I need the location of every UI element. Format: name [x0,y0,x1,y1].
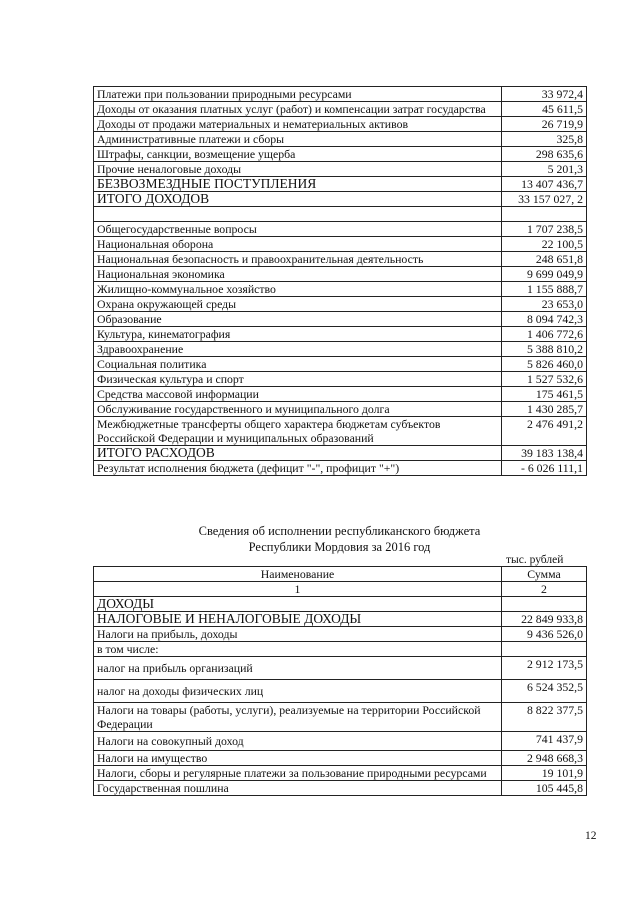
row-value: 9 436 526,0 [502,627,587,642]
table-row [94,446,587,461]
table-column-number-row [94,582,587,597]
table-row [94,117,587,132]
row-name: ИТОГО ДОХОДОВ [94,192,502,207]
table-row [94,177,587,192]
row-name: Результат исполнения бюджета (дефицит "-", профицит "+") [94,461,502,476]
row-value: 5 826 460,0 [502,357,587,372]
row-value: 175 461,5 [502,387,587,402]
row-name: Платежи при пользовании природными ресурсами [94,87,502,102]
row-name: Налоги на прибыль, доходы [94,627,502,642]
table-row [94,766,587,781]
section2-title [93,523,586,555]
table-row [94,147,587,162]
table-row [94,237,587,252]
row-name: Общегосударственные вопросы [94,222,502,237]
row-name: в том числе: [94,642,502,657]
table-row [94,297,587,312]
table-row [94,357,587,372]
table-row [94,132,587,147]
table-row [94,627,587,642]
table-header-row [94,567,587,582]
table-row-empty [94,207,587,222]
row-name: НАЛОГОВЫЕ И НЕНАЛОГОВЫЕ ДОХОДЫ [94,612,502,627]
row-value [502,642,587,657]
row-name: Прочие неналоговые доходы [94,162,502,177]
row-name: Налоги на имущество [94,751,502,766]
table-row [94,751,587,766]
row-name: Налоги на товары (работы, услуги), реализуемые на территории Российской Федерации [94,703,502,732]
row-value: 105 445,8 [502,781,587,796]
row-name: Доходы от оказания платных услуг (работ) и компенсации затрат государства [94,102,502,117]
table-row [94,642,587,657]
row-name: налог на прибыль организаций [94,657,502,680]
row-value: 6 524 352,5 [502,680,587,703]
row-name: БЕЗВОЗМЕЗДНЫЕ ПОСТУПЛЕНИЯ [94,177,502,192]
row-name: Здравоохранение [94,342,502,357]
table-row [94,252,587,267]
row-name: Жилищно-коммунальное хозяйство [94,282,502,297]
table-row [94,342,587,357]
row-value: 298 635,6 [502,147,587,162]
row-value: 9 699 049,9 [502,267,587,282]
unit-label: тыс. рублей [506,554,564,566]
row-value: 5 201,3 [502,162,587,177]
row-value: 1 527 532,6 [502,372,587,387]
row-name: Налоги, сборы и регулярные платежи за пользование природными ресурсами [94,766,502,781]
table-row [94,222,587,237]
row-name [94,207,502,222]
row-value: 2 476 491,2 [502,417,587,446]
row-value: 325,8 [502,132,587,147]
budget-table-1 [93,86,587,476]
row-value: 1 707 238,5 [502,222,587,237]
row-value: 39 183 138,4 [502,446,587,461]
row-name: ДОХОДЫ [94,597,502,612]
row-name: Межбюджетные трансферты общего характера бюджетам субъектов Российской Федерации и муниципальных образований [94,417,502,446]
column-header-sum: Сумма [502,567,587,582]
section2-title-line1: Сведения об исполнении республиканского бюджета [198,524,481,538]
row-value: 1 430 285,7 [502,402,587,417]
table-row [94,781,587,796]
table-row [94,282,587,297]
row-name: Обслуживание государственного и муниципального долга [94,402,502,417]
table-row [94,387,587,402]
table-row [94,597,587,612]
row-value: 33 157 027, 2 [502,192,587,207]
row-value: 26 719,9 [502,117,587,132]
table-row [94,327,587,342]
row-name: Средства массовой информации [94,387,502,402]
row-name: Национальная оборона [94,237,502,252]
row-value: 2 912 173,5 [502,657,587,680]
table-row [94,192,587,207]
table-row [94,680,587,703]
row-name: Национальная экономика [94,267,502,282]
row-value: 5 388 810,2 [502,342,587,357]
row-name: Доходы от продажи материальных и нематериальных активов [94,117,502,132]
row-name: Социальная политика [94,357,502,372]
row-name: Национальная безопасность и правоохранительная деятельность [94,252,502,267]
row-value [502,207,587,222]
row-name: Административные платежи и сборы [94,132,502,147]
row-value: - 6 026 111,1 [502,461,587,476]
table-row [94,102,587,117]
table-row [94,267,587,282]
page-number: 12 [585,830,597,842]
budget-table-2 [93,566,587,796]
row-value: 33 972,4 [502,87,587,102]
row-name: Налоги на совокупный доход [94,732,502,751]
row-value: 13 407 436,7 [502,177,587,192]
row-name: налог на доходы физических лиц [94,680,502,703]
row-name: Охрана окружающей среды [94,297,502,312]
table-row [94,372,587,387]
row-value: 45 611,5 [502,102,587,117]
row-value: 8 094 742,3 [502,312,587,327]
table-row [94,703,587,732]
table-row [94,402,587,417]
table-row [94,417,587,446]
row-value: 22 100,5 [502,237,587,252]
column-number-1: 1 [94,582,502,597]
column-number-2: 2 [502,582,587,597]
row-value: 248 651,8 [502,252,587,267]
row-value: 741 437,9 [502,732,587,751]
row-value: 22 849 933,8 [502,612,587,627]
table-row [94,657,587,680]
row-value: 1 155 888,7 [502,282,587,297]
table-row [94,612,587,627]
row-value: 19 101,9 [502,766,587,781]
table-row [94,162,587,177]
row-name: Государственная пошлина [94,781,502,796]
row-value [502,597,587,612]
section2-title-line2: Республики Мордовия за 2016 год [248,540,431,554]
row-name: ИТОГО РАСХОДОВ [94,446,502,461]
table-row [94,461,587,476]
row-value: 8 822 377,5 [502,703,587,732]
table-row [94,732,587,751]
table-row [94,312,587,327]
row-value: 2 948 668,3 [502,751,587,766]
row-name: Культура, кинематография [94,327,502,342]
row-value: 23 653,0 [502,297,587,312]
row-name: Образование [94,312,502,327]
row-name: Штрафы, санкции, возмещение ущерба [94,147,502,162]
table-row [94,87,587,102]
row-value: 1 406 772,6 [502,327,587,342]
row-name: Физическая культура и спорт [94,372,502,387]
column-header-name: Наименование [94,567,502,582]
